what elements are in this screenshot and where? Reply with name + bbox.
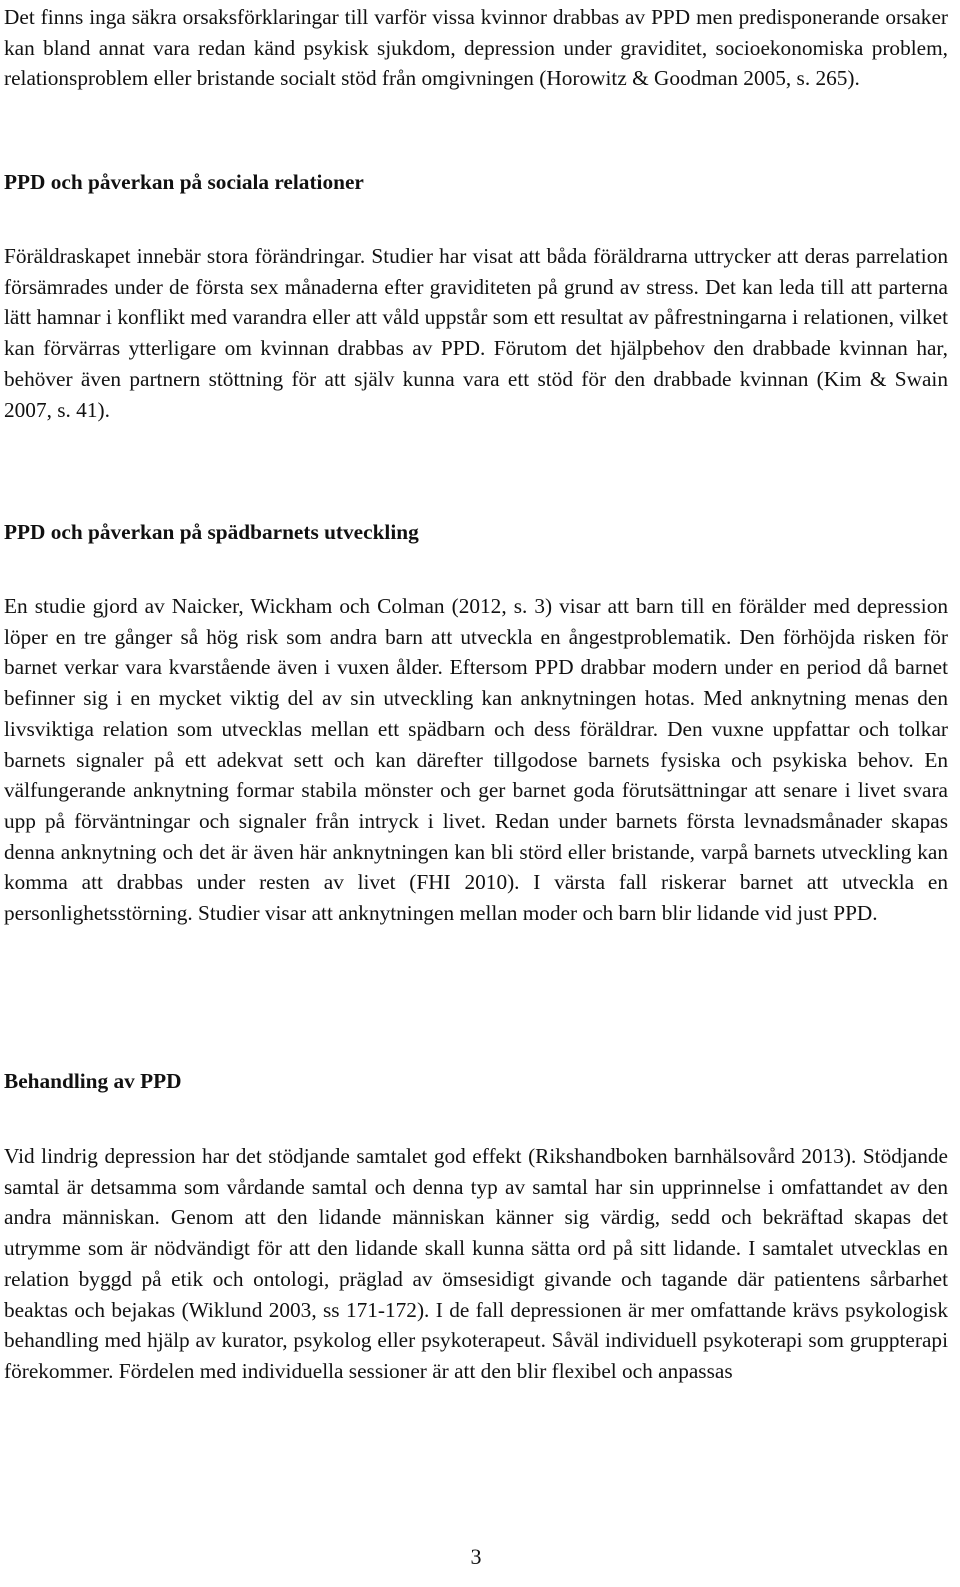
page-number: 3	[470, 1544, 482, 1569]
section-heading-sociala-relationer: PPD och påverkan på sociala relationer	[4, 170, 364, 194]
intro-paragraph: Det finns inga säkra orsaksförklaringar till varför vissa kvinnor drabbas av PPD men predisponerande orsaker kan bland annat vara redan känd psykisk sjukdom, depression under graviditet, socioekonomiska problem, relationsproblem eller bristande socialt stöd från omgivningen (Horowitz & Goodman 2005, s. 265).	[4, 5, 948, 91]
section-heading-spadbarnets-utveckling: PPD och påverkan på spädbarnets utveckling	[4, 520, 419, 544]
section-paragraph-behandling: Vid lindrig depression har det stödjande samtalet god effekt (Rikshandboken barnhälsovård 2013). Stödjande samtal är detsamma som vårdande samtal och denna typ av samtal har sin upprinnelse i omfattandet av den andra människan. Genom att den lidande människan känner sig värdig, sedd och bekräftad skapas det utrymme som är nödvändigt för att den lidande skall kunna sätta ord på sitt lidande. I samtalet utvecklas en relation byggd på etik och ontologi, präglad av ömsesidigt givande och tagande där patientens sårbarhet beaktas och bejakas (Wiklund 2003, ss 171-172). I de fall depressionen är mer omfattande krävs psykologisk behandling med hjälp av kurator, psykolog eller psykoterapeut. Såväl individuell psykoterapi som gruppterapi förekommer. Fördelen med individuella sessioner är att den blir flexibel och anpassas	[4, 1144, 948, 1383]
section-heading-behandling: Behandling av PPD	[4, 1069, 182, 1093]
section-paragraph-spadbarnets-utveckling: En studie gjord av Naicker, Wickham och Colman (2012, s. 3) visar att barn till en förälder med depression löper en tre gånger så hög risk som andra barn att utveckla en ångestproblematik. Den förhöjda risken för barnet verkar vara kvarstående även i vuxen ålder. Eftersom PPD drabbar modern under en period då barnet befinner sig i en mycket viktig del av sin utveckling kan anknytningen hotas. Med anknytning menas den livsviktiga relation som utvecklas mellan ett spädbarn och dess föräldrar. Den vuxne uppfattar och tolkar barnets signaler på ett adekvat sett och kan därefter tillgodose barnets fysiska och psykiska behov. En välfungerande anknytning formar stabila mönster och ger barnet goda förutsättningar att senare i livet svara upp på förväntningar och signaler från intryck i livet. Redan under barnets första levnadsmånader skapas denna anknytning och det är även här anknytningen kan bli störd eller bristande, varpå barnets utveckling kan komma att drabbas under resten av livet (FHI 2010). I värsta fall riskerar barnet att utveckla en personlighetsstörning. Studier visar att anknytningen mellan moder och barn blir lidande vid just PPD.	[4, 594, 948, 926]
section-paragraph-sociala-relationer: Föräldraskapet innebär stora förändringar. Studier har visat att båda föräldrarna uttrycker att deras parrelation försämrades under de första sex månaderna efter graviditeten på grund av stress. Det kan leda till att parterna lätt hamnar i konflikt med varandra eller att våld uppstår som ett resultat av påfrestningarna i relationen, vilket kan förvärras ytterligare om kvinnan drabbas av PPD. Förutom det hjälpbehov den drabbade kvinnan har, behöver även partnern stöttning för att själv kunna vara ett stöd för den drabbade kvinnan (Kim & Swain 2007, s. 41).	[4, 244, 948, 422]
